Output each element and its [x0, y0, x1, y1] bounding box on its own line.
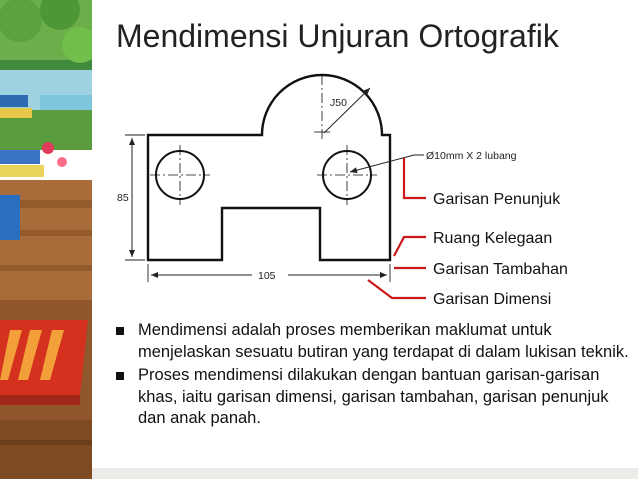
- radius-dimension-line: [324, 88, 370, 133]
- bullet-list: [114, 320, 629, 432]
- height-label: 85: [117, 192, 129, 204]
- bullet-square-icon: [116, 372, 124, 380]
- slide-title: Mendimensi Unjuran Ortografik: [116, 18, 559, 54]
- bullet-item: [114, 320, 629, 363]
- label-garisan-penunjuk: Garisan Penunjuk: [433, 191, 561, 208]
- background-scene: [0, 0, 92, 479]
- hole-left: [150, 145, 210, 205]
- bottom-bar: [92, 468, 638, 479]
- scene-illustration: [0, 0, 92, 479]
- label-ruang-kelegaan: Ruang Kelegaan: [433, 230, 553, 247]
- bullet-text: Mendimensi adalah proses memberikan maklumat untuk menjelaskan sesuatu butiran yang terdapat di dalam lukisan teknik.: [138, 321, 629, 361]
- object-outline: [148, 75, 390, 260]
- hole-label: Ø10mm X 2 lubang: [426, 150, 517, 162]
- bullet-text: Proses mendimensi dilakukan dengan bantuan garisan-garisan khas, iaitu garisan dimensi, garisan tambahan, garisan penunjuk dan anak panah.: [138, 366, 609, 427]
- callout-lines: [368, 158, 426, 298]
- bullet-item: [114, 365, 629, 430]
- slide: [92, 0, 638, 479]
- hole-right: [317, 145, 377, 205]
- radius-label: J50: [330, 97, 347, 109]
- orthographic-drawing: [92, 0, 638, 320]
- width-label: 105: [258, 270, 276, 282]
- label-garisan-tambahan: Garisan Tambahan: [433, 261, 568, 278]
- bullet-square-icon: [116, 327, 124, 335]
- label-garisan-dimensi: Garisan Dimensi: [433, 291, 552, 308]
